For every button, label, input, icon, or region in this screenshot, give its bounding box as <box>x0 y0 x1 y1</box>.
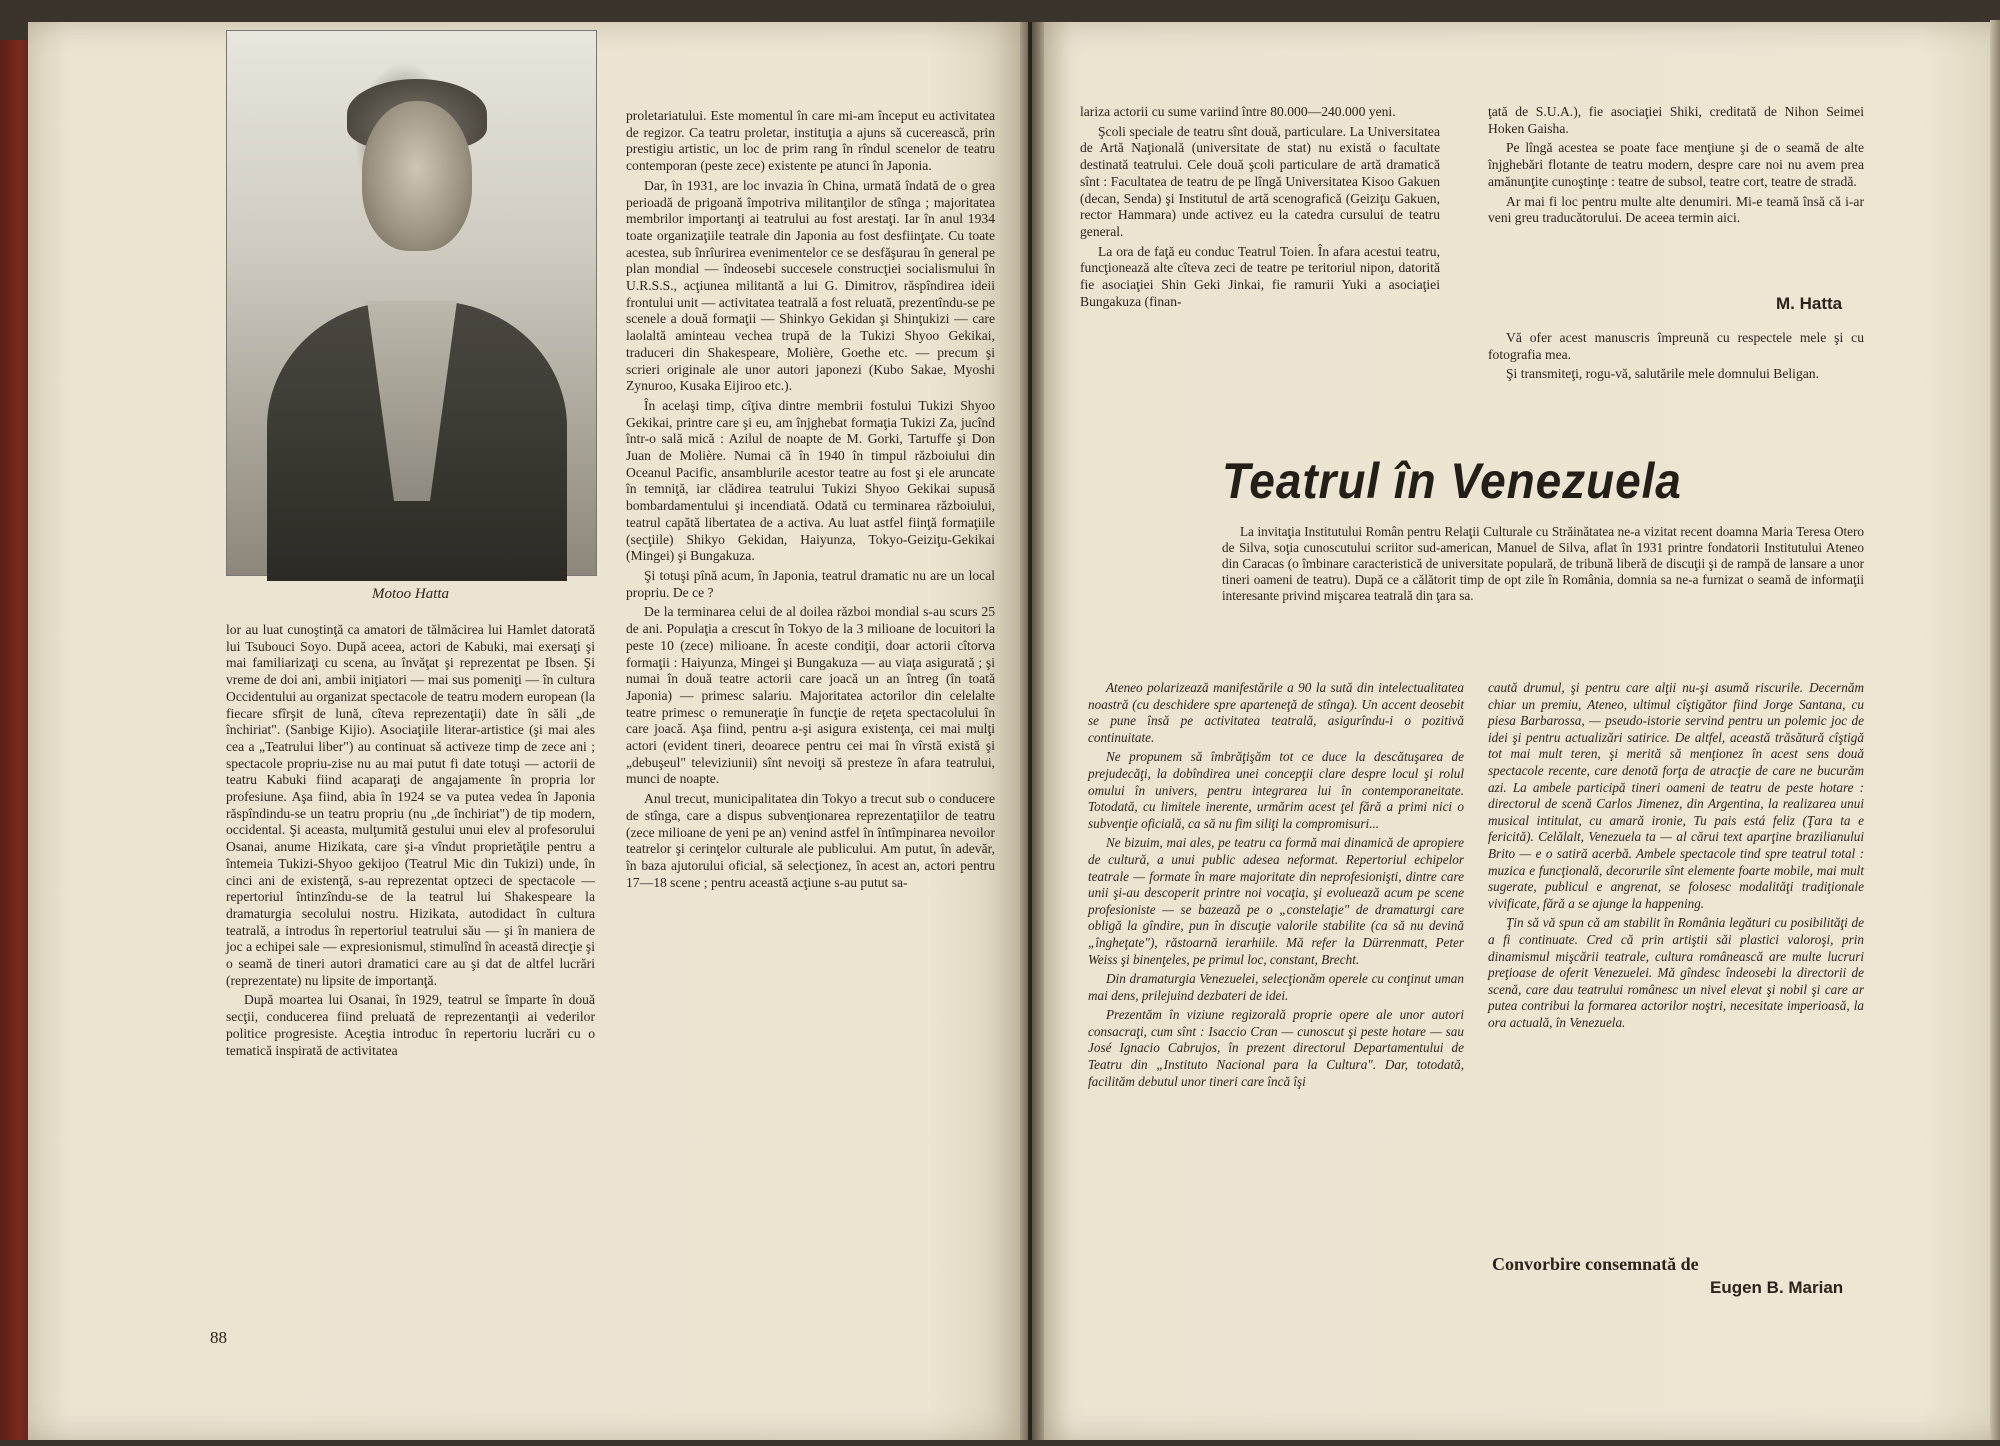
photo-face <box>362 101 472 251</box>
paragraph: Anul trecut, municipalitatea din Tokyo a trecut sub o conducere de stînga, care a dispus subvenţionarea reprezentaţiilor de teatru (zece milioane de yeni pe an) venind astfel în întîmpinarea nevoilor teatrelor şi cerinţelor culturale ale publicului. Am putut, în adevăr, în baza ajutorului oficial, să selecţionez, în acest an, actori pentru 17—18 scene ; pentru această acţiune s-au putut sa- <box>626 791 995 890</box>
article-intro <box>1222 524 1864 604</box>
left-column-1 <box>226 622 595 1059</box>
byline-label: Convorbire consemnată de <box>1492 1254 1699 1274</box>
paragraph: Vă ofer acest manuscris împreună cu respectele mele şi cu fotografia mea. <box>1488 330 1864 362</box>
paragraph: Şi totuşi pînă acum, în Japonia, teatrul dramatic nu are un local propriu. De ce ? <box>626 567 995 600</box>
paragraph: ţată de S.U.A.), fie asociaţiei Shiki, creditată de Nihon Seimei Hoken Gaisha. <box>1488 104 1864 136</box>
paragraph: Şi transmiteţi, rogu-vă, salutările mele domnului Beligan. <box>1506 366 1819 382</box>
paragraph: Pe lîngă acestea se poate face menţiune şi de o seamă de alte înjghebări flotante de teatru modern, despre care noi nu avem prea amănunţite cunoştinţe : teatre de subsol, teatre cort, teatre de stradă. <box>1488 140 1864 189</box>
paragraph: Ar mai fi loc pentru multe alte denumiri. Mi-e teamă însă că i-ar veni greu traducătorului. De aceea termin aici. <box>1488 193 1864 226</box>
paragraph: La ora de faţă eu conduc Teatrul Toien. În afara acestui teatru, funcţionează alte cîteva zeci de teatre pe teritoriul nipon, datorită fie asociaţiei Shin Geki Jinkai, fie ramurii Yuki a asociaţiei Bungakuza (finan- <box>1080 243 1440 309</box>
paragraph: lariza actorii cu sume variind între 80.000—240.000 yeni. <box>1080 104 1396 119</box>
paragraph: La invitaţia Institutului Român pentru Relaţii Culturale cu Străinătatea ne-a vizitat recent doamna Maria Teresa Otero de Silva, soţia cunoscutului scriitor sud-american, Manuel de Silva, aflat în 1931 printre fondatorii Institutului Ateneo din Caracas (o îmbinare caracteristică de universitate populară, de tribună liberă de discuţii şi de rampă de lansare a unor tineri oameni de teatru). După ce a călătorit timp de opt zile în România, domnia sa ne-a furnizat o seamă de informaţii interesante privind mişcarea teatrală din ţara sa. <box>1222 524 1864 603</box>
paragraph: Prezentăm în viziune regizorală proprie opere ale unor autori consacraţi, cum sînt : Isaccio Cran — cunoscut şi peste hotare — sau José Ignacio Cabrujos, în prezent directorul Departamentului de Teatru din „Instituto Nacional para la Cultura". Dar, totodată, facilităm debutul unor tineri care încă îşi <box>1088 1007 1464 1089</box>
paragraph: În acelaşi timp, cîţiva dintre membrii fostului Tukizi Shyoo Gekikai, printre care şi eu, am înjghebat formaţia Tukizi Za, jucînd într-o sală mică : Azilul de noapte de M. Gorki, Tartuffe şi Don Juan de Molière. Numai că în 1940 în timpul războiului din Oceanul Pacific, ansamblurile acestor teatre au fost şi ele aruncate în temniţă, iar clădirea teatrului Tukizi Shyoo Gekikai supusă bombardamentului şi incendiată. Odată cu terminarea războiului, teatrul capătă libertatea de a activa. Au luat astfel fiinţă formaţiile (secţiile) Shikyo Gekidan, Haiyunza, Tokyo-Geiziţu-Gekikai (Mingei) şi Bungakuza. <box>626 397 995 564</box>
paragraph: De la terminarea celui de al doilea război mondial s-au scurs 25 de ani. Populaţia a crescut în Tokyo de la 3 milioane de locuitori la peste 10 (zece) milioane. În aceste condiţii, doar actorii cîtorva formaţii : Haiyunza, Mingei şi Bungakuza — au viaţa asigurată ; şi numai în două teatre actorii care joacă un an întreg (în toată Japonia) — primesc salariu. Majoritatea actorilor din celelalte teatre primesc o remuneraţie în funcţie de reţeta spectacolului în care joacă. Aşa fiind, pentru a-şi asigura existenţa, cei mai mulţi actori (evident tineri, deoarece pentru cei mai în vîrstă există şi „debuşeul" televiziunii) sînt nevoiţi să presteze în afara teatrului, munci de noapte. <box>626 604 995 787</box>
book-gutter <box>1020 22 1044 1440</box>
paragraph: După moartea lui Osanai, în 1929, teatrul se împarte în două secţii, conducerea fiind preluată de reprezentanţii ai vederilor politice progresiste. Aceştia introduc în repertoriu lucrări cu o tematică inspirată de activitatea <box>226 992 595 1058</box>
paragraph: caută drumul, şi pentru care alţii nu-şi asumă riscurile. Decernăm chiar un premiu, Ateneo, ultimul cîştigător fiind Jorge Santana, cu piesa Barbarossa, — pseudo-istorie servind pentru un polemic joc de idei şi pentru actualizări satirice. De altfel, această trăsătură cîştigă tot mai mult teren, şi merită să menţionez în acest sens două spectacole recente, care denotă forţa de atracţie de care ne bucurăm azi. La ambele participă tineri oameni de teatru de peste hotare : directorul de scenă Carlos Jimenez, din Argentina, la realizarea unui musical intitulat, cu amară ironie, Tu pais está feliz (Ţara ta e fericită). Celălalt, Venezuela ta — al cărui text aparţine brazilianului Brito — e o satiră acerbă. Ambele spectacole tind spre teatrul total : muzica e funcţională, decorurile sînt elemente foarte mobile, mai mult sugerate, publicul e angrenat, se folosesc modalităţi tradiţionale vivificate, fără a se ajunge la happening. <box>1488 680 1864 911</box>
page-number: 88 <box>210 1328 227 1347</box>
photo-caption: Motoo Hatta <box>371 586 450 602</box>
paragraph: Ţin să vă spun că am stabilit în România legături cu posibilităţi de a fi continuate. Cred că prin artiştii săi plastici valoroşi, prin dinamismul mişcării teatrale, cultura românească are multe lucruri preţioase de oferit Venezuelei. Mă gîndesc îndeosebi la directorii de scenă, care dau teatrului românesc un nivel elevat şi nobil şi care ar putea contribui la formarea actorilor noştri, necesitate imperioasă, la ora actuală, în Venezuela. <box>1488 915 1864 1030</box>
postscript <box>1488 330 1864 383</box>
left-column-2 <box>626 108 995 891</box>
right-column-4 <box>1488 680 1864 1031</box>
paragraph: Şcoli speciale de teatru sînt două, particulare. La Universitatea de Artă Naţională (universitate de stat) nu există o facultate destinată teatrului. Cele două şcoli particulare de artă dramatică sînt : Facultatea de teatru de pe lîngă Universitatea Kisoo Gakuen (decan, Senda) şi Institutul de artă scenografică (Geiziţu Gakuen, rector Hammara) unde activez eu la catedra cursului de teatru general. <box>1080 123 1440 239</box>
paragraph: Ne propunem să îmbrăţişăm tot ce duce la descătuşarea de prejudecăţi, la dobîndirea unei concepţii clare despre locul şi rolul omului în univers, pentru integrarea lui în contemporaneitate. Totodată, cu limitele inerente, urmărim acest ţel fără a primi nici o subvenţie oficială, ca să nu fim siliţi la compromisuri... <box>1088 749 1464 831</box>
paragraph: Din dramaturgia Venezuelei, selecţionăm operele cu conţinut uman mai dens, prilejuind dezbateri de idei. <box>1088 971 1464 1003</box>
author-photo <box>226 30 597 576</box>
paragraph: Dar, în 1931, are loc invazia în China, urmată îndată de o grea perioadă de prigoană împotriva militanţilor de stînga ; majoritatea membrilor importanţi ai teatrului au fost arestaţi. Iar în anul 1934 toate organizaţiile teatrale din Japonia au fost desfiinţate. Cu toate acestea, sub înrîurirea evenimentelor ce se desfăşurau în general pe plan mondial — îndeosebi succesele construcţiei socialismului în U.R.S.S., acţiunea militantă a lui G. Dimitrov, răspîndirea ideii frontului unit — activitatea teatrală a fost reluată, prezentîndu-se pe scenele a două formaţii — Shinkyo Gekidan şi Shinţukizi — care laolaltă aminteau vechea trupă de la Tukizi Shyoo Gekikai, traduceri din Shakespeare, Molière, Goethe etc. — precum şi scrieri originale ale unor autori japonezi (Kubo Sakae, Myoshi Zynuroo, Kusaka Eijiroo etc.). <box>626 177 995 394</box>
paragraph: Ne bizuim, mai ales, pe teatru ca formă mai dinamică de apropiere de cultură, a unui public adesea neformat. Repertoriul echipelor teatrale — formate în mare majoritate din neprofesionişti, dintre care unii şi-au descoperit printre noi vocaţia, şi evoluează acum pe scene profesioniste — se bazează pe o „constelaţie" de dramaturgi care obligă la gîndire, pun în discuţie valorile stabilite (ca să nu devină „îngheţate"), răstoarnă ierarhiile. Mă refer la Dürrenmatt, Peter Weiss şi binenţeles, pe primul loc, constant, Brecht. <box>1088 835 1464 967</box>
right-column-3 <box>1088 680 1464 1090</box>
byline-name: Eugen B. Marian <box>1710 1278 1844 1297</box>
paragraph: proletariatului. Este momentul în care mi-am început eu activitatea de regizor. Ca teatru proletar, instituţia a ajuns să cucerească, prin prestigiu artistic, un loc de prim rang în rîndul scenelor de teatru contemporan (peste zece) existente pe atunci în Japonia. <box>626 108 995 174</box>
page-edges <box>1990 20 2000 1440</box>
paragraph: Ateneo polarizează manifestările a 90 la sută din intelectualitatea noastră (cu deschidere spre aparteneţă de stînga). Un accent deosebit se pune însă pe activitatea teatrală, asigurîndu-i o pozitivă continuitate. <box>1088 680 1464 745</box>
letter-signature: M. Hatta <box>1776 294 1843 313</box>
right-column-2 <box>1488 104 1864 227</box>
right-column-1 <box>1080 104 1440 310</box>
paragraph: lor au luat cunoştinţă ca amatori de tălmăcirea lui Hamlet datorată lui Tsubouci Soyo. După aceea, actori de Kabuki, mai exersaţi şi mai familiarizaţi cu scena, au învăţat şi reprezentat pe Ibsen. Şi vreme de doi ani, ambii iniţiatori — mai sus pomeniţi — în cultura Occidentului au organizat spectacole de teatru modern european (la fiecare sfîrşit de lună, cîteva reprezentaţii) date în săli „de închiriat". (Sanbige Kijio). Asociaţiile literar-artistice (şi mai ales cea a „Teatrului liber") au continuat să activeze timp de zece ani ; spectacole propriu-zise nu au mai putut fi date totuşi — actorii de teatru Kabuki fiind acaparaţi de angajamente în propria lor profesiune. Aşa fiind, abia în 1924 se va putea vedea în Japonia răspîndindu-se un teatru propriu (nu „de închiriat") de tip modern, occidental. Şi aceasta, mulţumită gestului unui elev al profesorului Osanai, anume Hizikata, care şi-a vîndut proprietăţile pentru a întemeia Tukizi-Shyoo gekijoo (Teatrul Mic din Tukizi) unde, în cinci ani de existenţă, s-au reprezentat optzeci de spectacole — repertoriul întinzîndu-se de la teatrul lui Shakespeare la dramaturgia secolului nostru. Hizikata, autodidact în cultura teatrală, a introdus în repertoriul teatrului său — şi în maniera de joc a echipei sale — expresionismul, stimulînd în această direcţie şi o seamă de tineri autori dramatici care au şi dat de altfel lucrări (reprezentate) nu lipsite de importanţă. <box>226 622 595 988</box>
article-title: Teatrul în Venezuela <box>1222 453 1682 509</box>
